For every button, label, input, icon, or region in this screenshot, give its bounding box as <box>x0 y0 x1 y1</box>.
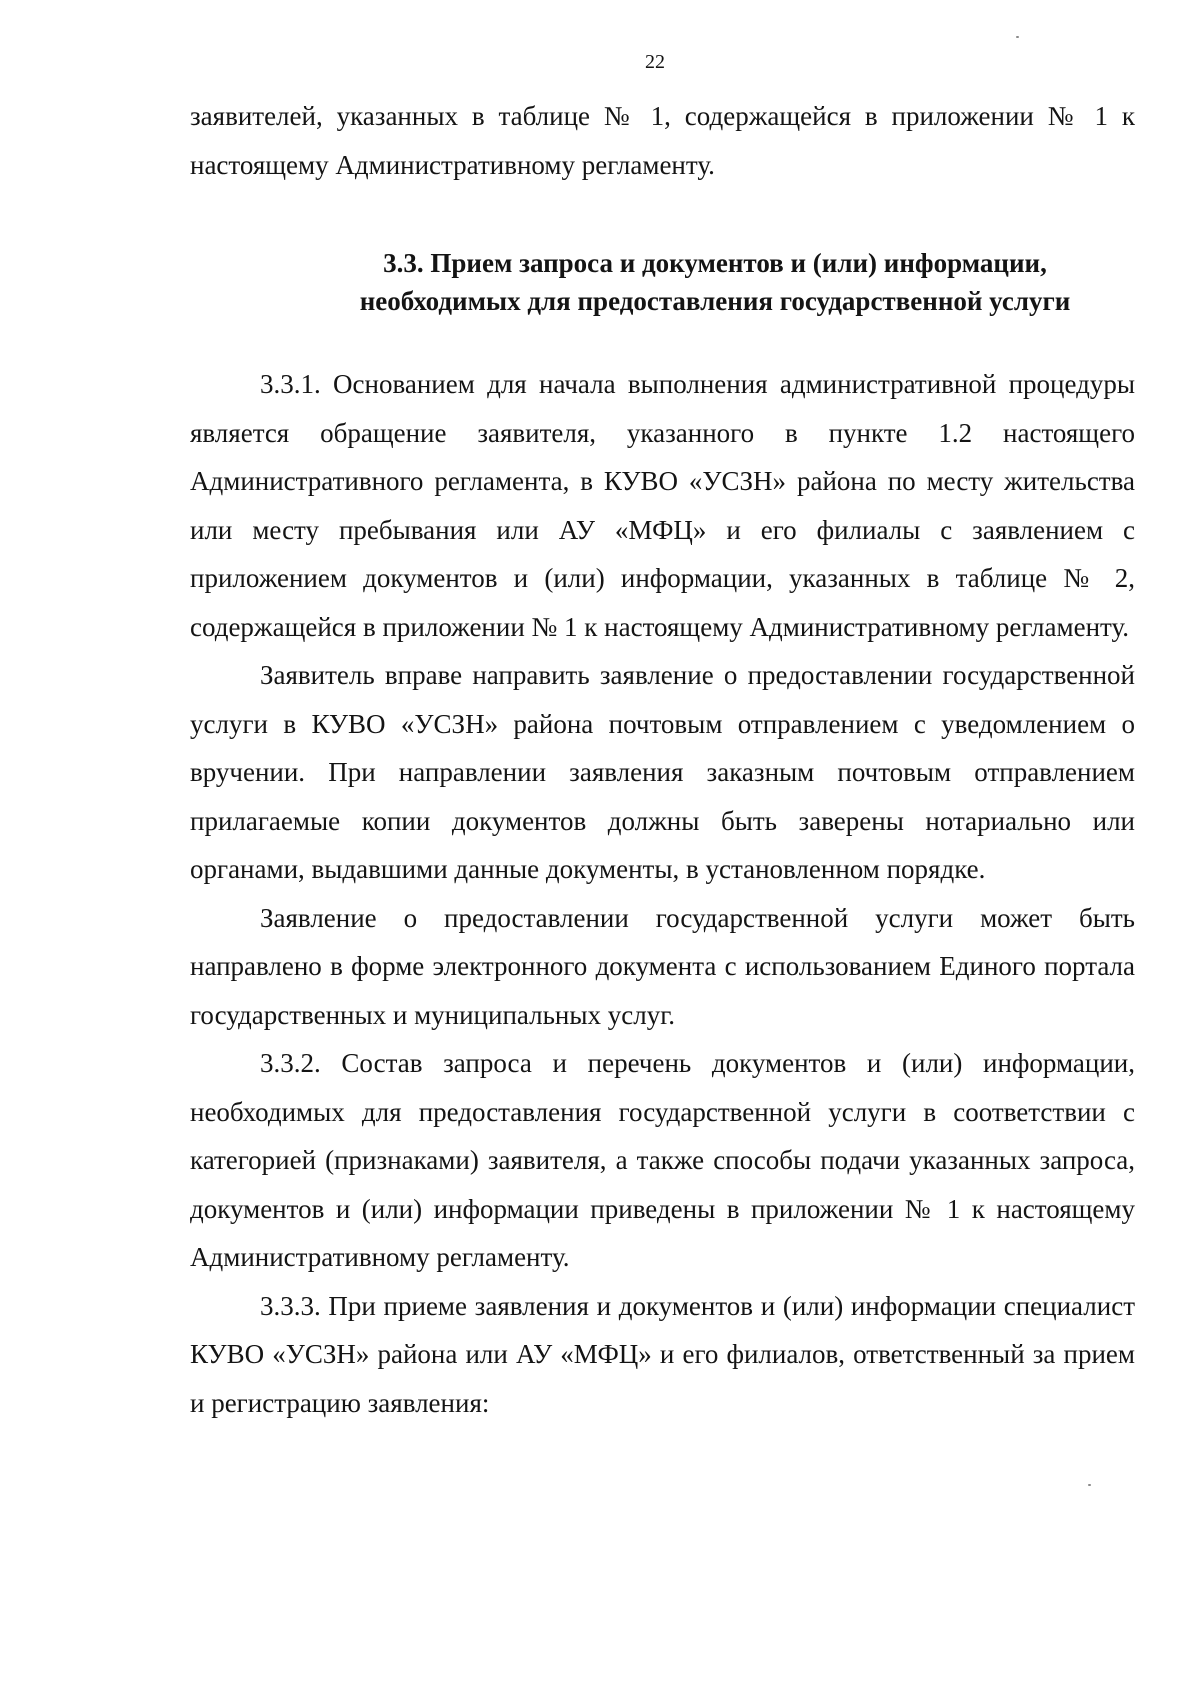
paragraph-3-3-1: 3.3.1. Основанием для начала выполнения административной процедуры является обращение заявителя, указанного в пункте 1.2 настоящего Административного регламента, в КУВО «УСЗН» района по месту жительства или месту пребывания или АУ «МФЦ» и его филиалы с заявлением с приложением документов и (или) информации, указанных в таблице № 2, содержащейся в приложении № 1 к настоящему Административному регламенту. <box>190 369 1135 642</box>
paragraph-3-3-3: 3.3.3. При приеме заявления и документов и (или) информации специалист КУВО «УСЗН» района или АУ «МФЦ» и его филиалов, ответственный за прием и регистрацию заявления: <box>190 1290 1135 1418</box>
document-body <box>190 92 1135 1427</box>
scan-speck <box>1088 1484 1091 1486</box>
section-heading <box>190 244 1135 320</box>
paragraph-applicant-mail: Заявитель вправе направить заявление о предоставлении государственной услуги в КУВО «УСЗН» района почтовым отправлением с уведомлением о вручении. При направлении заявления заказным почтовым отправлением прилагаемые копии документов должны быть заверены нотариально или органами, выдавшими данные документы, в установленном порядке. <box>190 660 1135 884</box>
paragraph-3-3-2: 3.3.2. Состав запроса и перечень документов и (или) информации, необходимых для предоставления государственной услуги в соответствии с категорией (признаками) заявителя, а также способы подачи указанных запроса, документов и (или) информации приведены в приложении № 1 к настоящему Административному регламенту. <box>190 1048 1135 1272</box>
page-number: 22 <box>645 51 665 73</box>
section-heading-line-1: 3.3. Прием запроса и документов и (или) информации, <box>383 248 1047 278</box>
scan-speck <box>1016 36 1019 38</box>
lead-paragraph: заявителей, указанных в таблице № 1, содержащейся в приложении № 1 к настоящему Административному регламенту. <box>190 101 1135 180</box>
paragraph-electronic-submission: Заявление о предоставлении государственной услуги может быть направлено в форме электронного документа с использованием Единого портала государственных и муниципальных услуг. <box>190 902 1135 1030</box>
section-heading-line-2: необходимых для предоставления государственной услуги <box>359 286 1071 316</box>
